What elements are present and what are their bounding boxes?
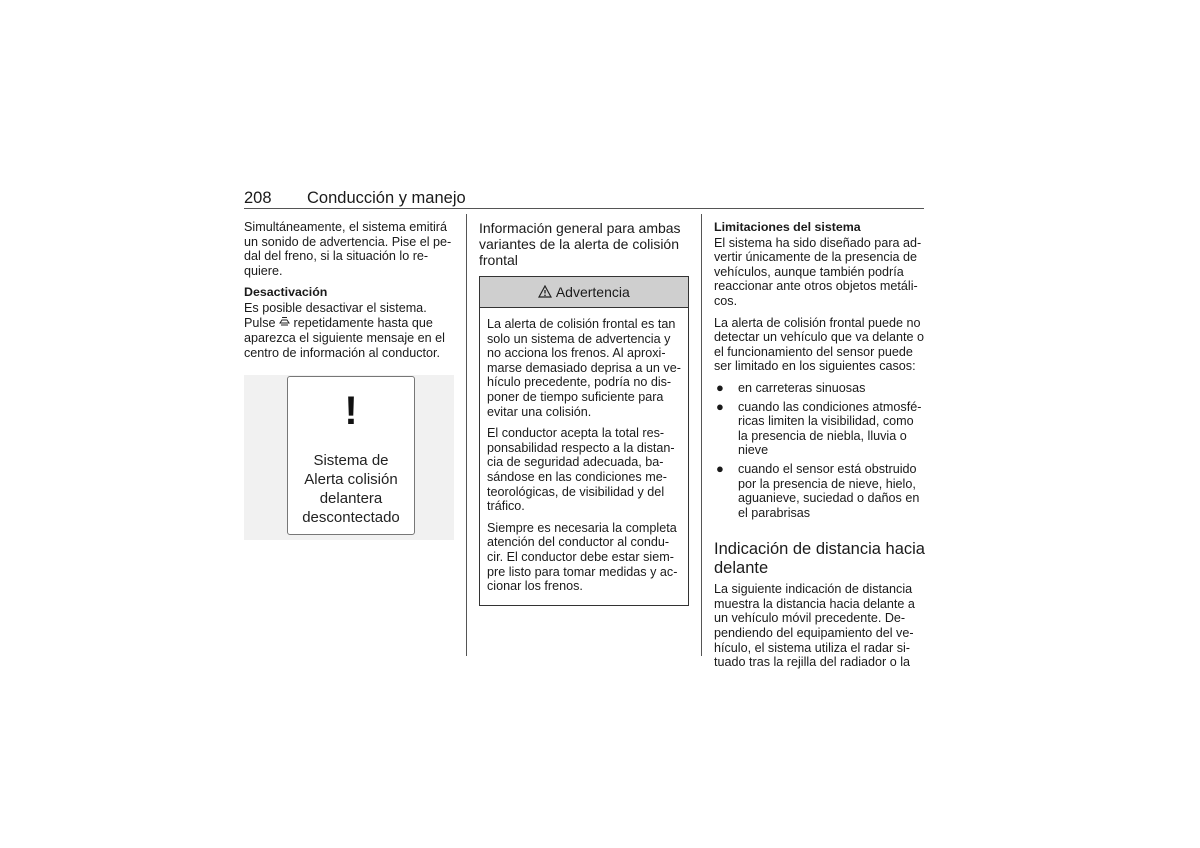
warning-box — [479, 276, 689, 606]
header-rule — [244, 208, 924, 209]
warning-header — [480, 277, 688, 308]
distance-paragraph: La siguiente indicación de distancia muestra la distancia hacia delante a un vehículo móvil precedente. De-pendiendo del equipamiento del ve-hículo, el sistema utiliza el radar si-tuado tras la rejilla del radiador o la — [714, 582, 915, 670]
general-info-heading: Información general para ambas variantes de la alerta de colisión frontal — [479, 220, 681, 268]
bullet-icon: ● — [716, 398, 724, 414]
warning-triangle-icon — [538, 285, 556, 300]
list-item — [714, 381, 926, 396]
warning-exclamation: ! — [344, 389, 358, 433]
list-item-text: en carreteras sinuosas — [738, 380, 866, 395]
limits-paragraph-1: El sistema ha sido diseñado para ad-vertir únicamente de la presencia de vehículos, aunque también podría reaccionar ante otros objetos metáli-cos. — [714, 235, 922, 308]
press-suffix: repetidamente hasta que aparezca el siguiente mensaje en el centro de información al conductor. — [244, 315, 445, 360]
column-divider-2 — [701, 214, 702, 656]
bullet-icon: ● — [716, 460, 724, 476]
section-title: Conducción y manejo — [307, 189, 466, 207]
list-item — [714, 400, 926, 458]
limits-list — [714, 381, 926, 520]
page-header — [244, 187, 924, 209]
limits-title: Limitaciones del sistema — [714, 220, 861, 234]
warning-paragraph: Siempre es necesaria la completa atención del conductor al condu-cir. El conductor debe estar siem-pre listo para tomar medidas y ac-cionar los frenos. — [487, 520, 678, 594]
column-divider-1 — [466, 214, 467, 656]
page-number: 208 — [244, 189, 272, 207]
intro-paragraph: Simultáneamente, el sistema emitirá un sonido de advertencia. Pise el pe-dal del freno, si la situación lo re-quiere. — [244, 220, 452, 278]
deactivation-sentence: Es posible desactivar el sistema. — [244, 300, 427, 315]
warning-body — [480, 308, 688, 605]
warning-title: Advertencia — [555, 284, 630, 300]
deactivation-text — [244, 301, 456, 360]
dic-message-line: descontectado — [302, 509, 400, 526]
dic-display — [287, 376, 415, 535]
dic-message-line: Sistema de — [313, 452, 389, 469]
vehicle-distance-icon — [279, 316, 290, 332]
list-item — [714, 462, 926, 520]
dic-message-figure — [244, 375, 454, 540]
press-prefix: Pulse — [244, 315, 276, 330]
list-item-text: cuando las condiciones atmosfé-ricas limiten la visibilidad, como la presencia de niebla, lluvia o nieve — [738, 399, 922, 458]
bullet-icon: ● — [716, 379, 724, 395]
limits-paragraph-2: La alerta de colisión frontal puede no detectar un vehículo que va delante o el funcionamiento del sensor puede ser limitado en los siguientes casos: — [714, 315, 925, 374]
dic-message — [288, 451, 414, 527]
column-3 — [714, 220, 926, 677]
warning-paragraph: La alerta de colisión frontal es tan solo un sistema de advertencia y no acciona los frenos. Al aproxi-marse demasiado deprisa a un ve-hículo precedente, podría no dis-poner de tiempo suficiente para evitar una colisión. — [487, 317, 681, 419]
column-2 — [479, 220, 689, 606]
list-item-text: cuando el sensor está obstruido por la presencia de nieve, hielo, aguanieve, suciedad o daños en el parabrisas — [738, 461, 920, 520]
dic-message-line: Alerta colisión — [304, 471, 398, 488]
column-1 — [244, 220, 456, 360]
deactivation-title: Desactivación — [244, 285, 328, 300]
dic-message-line: delantera — [319, 490, 383, 507]
distance-heading: Indicación de distancia hacia delante — [714, 540, 925, 578]
warning-paragraph: El conductor acepta la total res-ponsabilidad respecto a la distan-cia de seguridad adecuada, ba-sándose en las condiciones me-teorológicas, de visibilidad y del tráfico. — [487, 426, 675, 514]
